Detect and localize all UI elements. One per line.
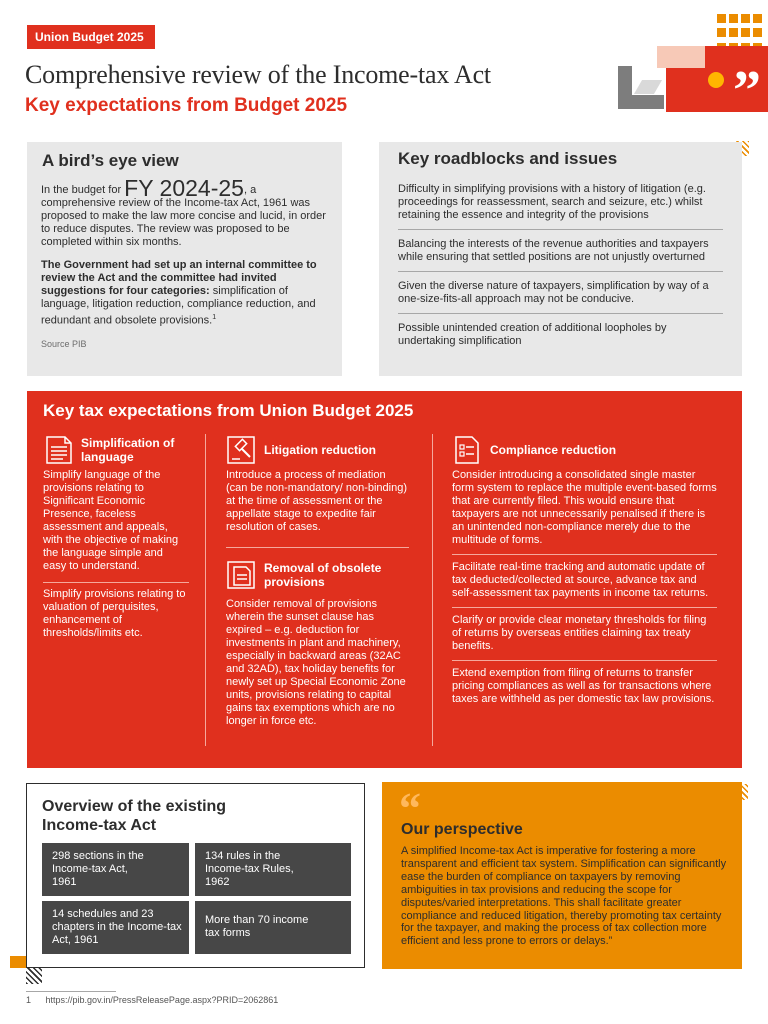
overview-heading: Overview of the existing Income-tax Act bbox=[42, 798, 227, 834]
simplification-text-1: Simplify language of the provisions relating to Significant Economic Presence, faceless assessment and appeals, with the objective of making the language simple and easy to understand. bbox=[43, 469, 179, 572]
expectations-heading: Key tax expectations from Union Budget 2025 bbox=[43, 401, 414, 420]
simplification-column bbox=[43, 434, 189, 640]
roadblock-item: Possible unintended creation of additional loopholes by undertaking simplification bbox=[398, 322, 667, 347]
roadblocks-panel bbox=[379, 142, 742, 376]
overview-tile bbox=[42, 843, 189, 896]
column-divider bbox=[432, 434, 433, 746]
litigation-header bbox=[226, 434, 409, 465]
divider bbox=[43, 582, 189, 583]
intro-prefix: In the budget for bbox=[41, 184, 125, 196]
quote-icon: “ bbox=[399, 784, 421, 833]
overview-tile bbox=[42, 901, 189, 954]
divider bbox=[452, 607, 717, 608]
birds-eye-committee bbox=[41, 259, 328, 328]
footnote-link[interactable]: https://pib.gov.in/PressReleasePage.aspx?PRID=2062861 bbox=[45, 995, 279, 1005]
birds-eye-panel bbox=[27, 142, 342, 376]
decorative-grey-slant bbox=[634, 80, 662, 94]
fy-highlight: FY 2024-25 bbox=[124, 175, 244, 201]
litigation-title: Litigation reduction bbox=[264, 442, 376, 457]
committee-rest: simplification of language, litigation reduction, compliance reduction, and redundant and obsolete provisions. bbox=[41, 285, 316, 327]
compliance-item: Extend exemption from filing of returns to transfer pricing compliances as well as for transactions where taxes are withheld as per domestic tax law provisions. bbox=[452, 667, 715, 705]
obsolete-title: Removal of obsolete provisions bbox=[264, 560, 382, 589]
union-budget-tag: Union Budget 2025 bbox=[27, 25, 155, 49]
compliance-item: Clarify or provide clear monetary thresholds for filing of returns by overseas entities claiming tax treaty benefits. bbox=[452, 614, 707, 652]
simplification-title: Simplification of language bbox=[81, 435, 175, 464]
divider bbox=[226, 547, 409, 548]
compliance-item: Consider introducing a consolidated single master form system to replace the multiple event-based forms that are currently filed. This would ensure that taxpayers are not unnecessarily penalised if there is an unintended non-compliance merely due to the multitude of forms. bbox=[452, 469, 717, 546]
document-lines-icon bbox=[43, 435, 75, 465]
perspective-heading: Our perspective bbox=[401, 821, 523, 838]
divider bbox=[452, 554, 717, 555]
decorative-pale-block bbox=[657, 46, 705, 68]
divider bbox=[452, 660, 717, 661]
column-divider bbox=[205, 434, 206, 746]
tile-text: 14 schedules and 23 chapters in the Income-tax Act, 1961 bbox=[52, 908, 182, 946]
source-label: Source PIB bbox=[41, 338, 87, 349]
decorative-quote-icon: ” bbox=[733, 60, 761, 122]
committee-bold: The Government had set up an internal committee to review the Act and the committee had invited suggestions for four categories: bbox=[41, 259, 317, 297]
tile-text: 298 sections in the Income-tax Act, 1961 bbox=[52, 850, 144, 888]
footnote-divider bbox=[26, 991, 116, 992]
perspective-text: A simplified Income-tax Act is imperative for fostering a more transparent and efficient tax system. Simplification can significantly ease the burden of compliance on taxpayers by removing ambiguities in tax provisions and reducing the scope for disputes/varied interpretations. This shall facilitate greater compliance and reduced litigation, thereby promoting tax certainty for the taxpayer, and making the process of tax collection more efficient and less prone to errors or delays.” bbox=[401, 845, 727, 948]
overview-panel bbox=[26, 783, 365, 968]
forms-checklist-icon bbox=[452, 435, 484, 465]
roadblock-item: Given the diverse nature of taxpayers, simplification by way of a one-size-fits-all approach may not be conducive. bbox=[398, 280, 723, 314]
obsolete-header bbox=[226, 559, 409, 590]
decorative-grey-base bbox=[618, 95, 664, 109]
document-remove-icon bbox=[226, 560, 258, 590]
decorative-orange-square bbox=[10, 956, 26, 968]
roadblock-item: Balancing the interests of the revenue authorities and taxpayers while ensuring that settled positions are not unjustly overturned bbox=[398, 238, 723, 272]
page-title: Comprehensive review of the Income-tax Act bbox=[25, 60, 491, 89]
roadblock-item: Difficulty in simplifying provisions with a history of litigation (e.g. proceedings for reassessment, search and seizure, etc.) whilst retaining the essence and integrity of the provisions bbox=[398, 183, 723, 230]
footnote bbox=[26, 995, 278, 1005]
perspective-panel bbox=[382, 782, 742, 969]
birds-eye-heading: A bird’s eye view bbox=[42, 151, 179, 170]
obsolete-text: Consider removal of provisions wherein the sunset clause has expired – e.g. deduction for investments in plant and machinery, especially in backward areas (32AC and 32AD), tax holiday benefits for newly set up Special Economic Zone units, provisions relating to capital gains tax exemptions which are no longer in force etc. bbox=[226, 598, 406, 727]
simplification-header bbox=[43, 434, 189, 465]
simplification-text-2: Simplify provisions relating to valuation of perquisites, enhancement of thresholds/limits etc. bbox=[43, 588, 186, 639]
page-subtitle: Key expectations from Budget 2025 bbox=[25, 95, 348, 116]
tile-text: 134 rules in the Income-tax Rules, 1962 bbox=[205, 850, 294, 888]
compliance-column bbox=[452, 434, 717, 706]
gavel-icon bbox=[226, 435, 258, 465]
roadblocks-list bbox=[398, 183, 723, 355]
decorative-hatch-dark bbox=[26, 968, 42, 984]
expectations-panel bbox=[27, 391, 742, 768]
overview-tile bbox=[195, 901, 351, 954]
decorative-yellow-dot bbox=[708, 72, 724, 88]
birds-eye-intro bbox=[41, 175, 328, 249]
compliance-header bbox=[452, 434, 717, 465]
intro-rest: , a comprehensive review of the Income-tax Act, 1961 was proposed to make the law more concise and lucid, in order to reduce disputes. The review was proposed to be completed within six months. bbox=[41, 184, 326, 248]
tile-text: More than 70 income tax forms bbox=[205, 914, 309, 939]
litigation-column bbox=[226, 434, 409, 728]
footnote-number: 1 bbox=[26, 995, 32, 1005]
roadblocks-heading: Key roadblocks and issues bbox=[398, 149, 618, 168]
overview-tile bbox=[195, 843, 351, 896]
footnote-ref: 1 bbox=[212, 314, 217, 321]
compliance-item: Facilitate real-time tracking and automatic update of tax deducted/collected at source, advance tax and self-assessment tax payments in income tax returns. bbox=[452, 561, 709, 599]
compliance-title: Compliance reduction bbox=[490, 442, 617, 457]
decorative-hatch-orange bbox=[732, 784, 748, 800]
litigation-text: Introduce a process of mediation (can be non-mandatory/ non-binding) at the time of assessment or the appellate stage to expedite fair resolution of cases. bbox=[226, 469, 408, 533]
